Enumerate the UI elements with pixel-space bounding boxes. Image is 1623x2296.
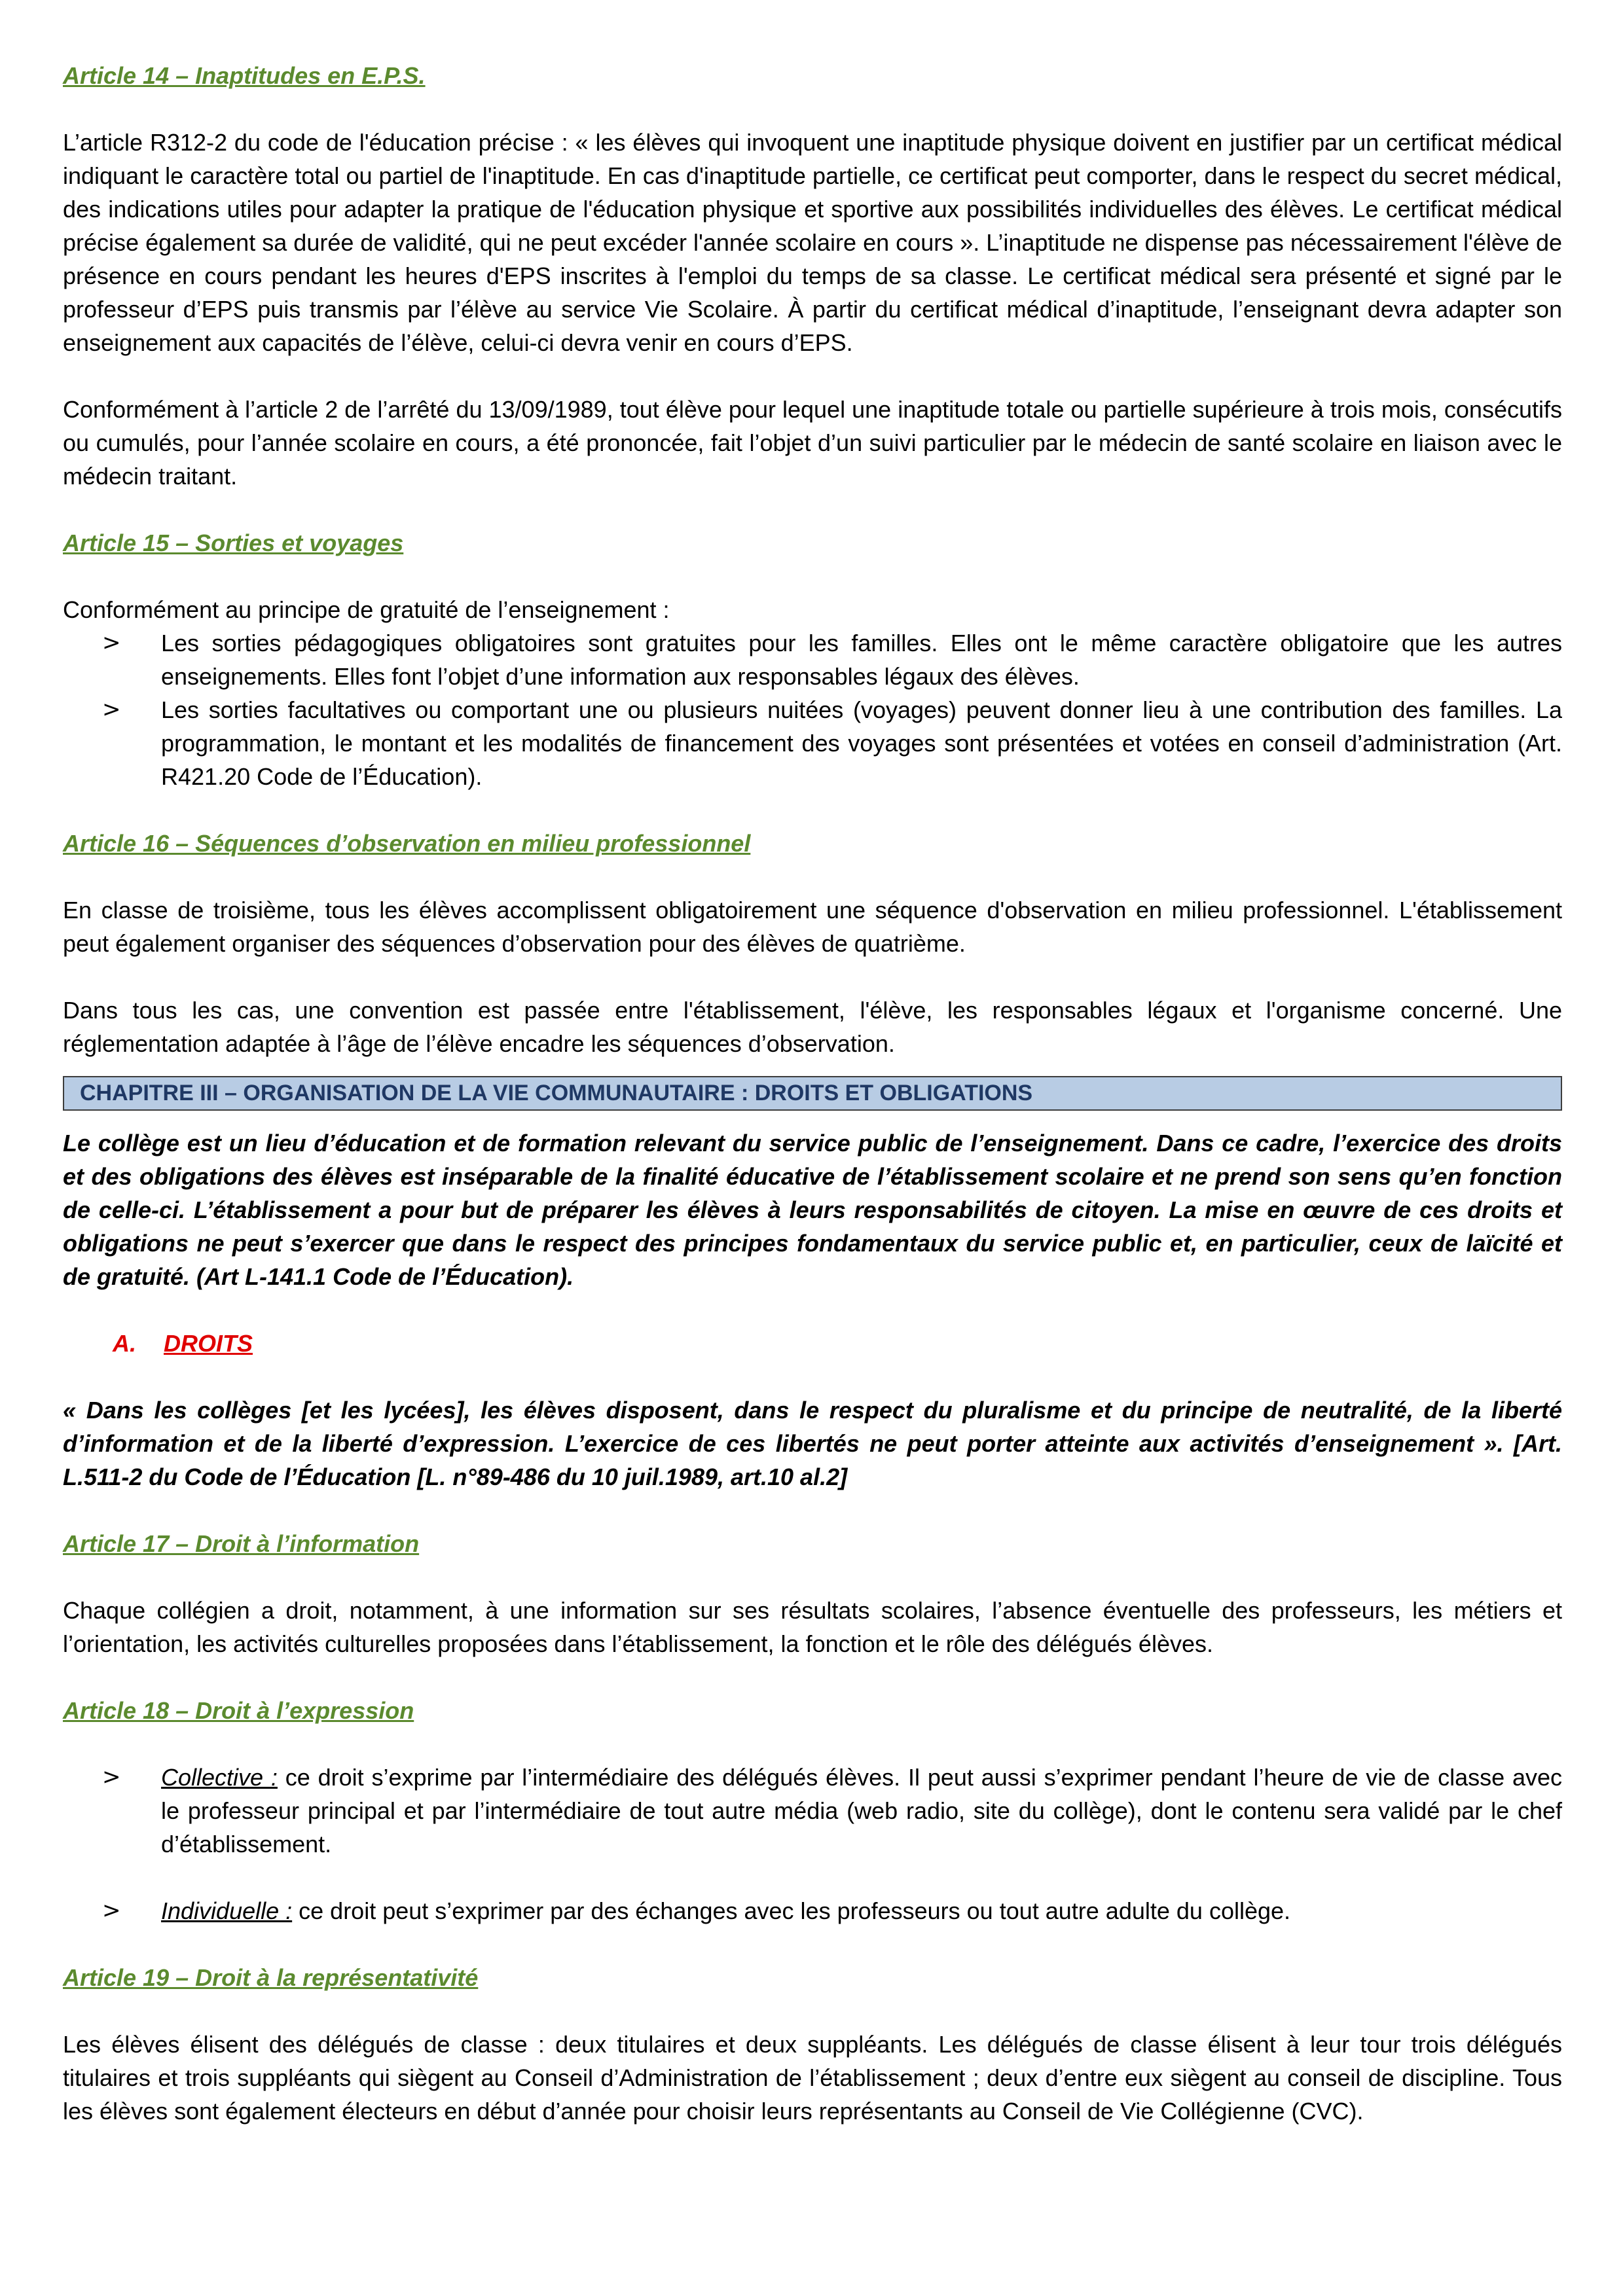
bullet-arrow-icon: >	[102, 630, 121, 656]
section-a-title: DROITS	[164, 1330, 253, 1357]
article-16-paragraph-2: Dans tous les cas, une convention est passée entre l'établissement, l'élève, les responsables légaux et l'organisme concerné. Une réglementation adaptée à l’âge de l’élève encadre les séquences d’observation.	[63, 997, 1562, 1057]
individual-label: Individuelle :	[161, 1897, 293, 1924]
chapter-3-title: CHAPITRE III – ORGANISATION DE LA VIE COMMUNAUTAIRE : DROITS ET OBLIGATIONS	[80, 1081, 1033, 1105]
section-a-quote: « Dans les collèges [et les lycées], les élèves disposent, dans le respect du pluralisme et du principe de neutralité, de la liberté d’information et de la liberté d’expression. L’exercice de ces libertés ne peut porter atteinte aux activités d’enseignement ». [Art. L.511-2 du Code de l’Éducation [L. n°89-486 du 10 juil.1989, art.10 al.2]	[63, 1397, 1562, 1490]
list-item	[63, 693, 1562, 793]
article-14-paragraph-1: L’article R312-2 du code de l'éducation précise : « les élèves qui invoquent une inaptitude physique doivent en justifier par un certificat médical indiquant le caractère total ou partiel de l'inaptitude. En cas d'inaptitude partielle, ce certificat peut comporter, dans le respect du secret médical, des indications utiles pour adapter la pratique de l'éducation physique et sportive aux possibilités individuelles des élèves. Le certificat médical précise également sa durée de validité, qui ne peut excéder l'année scolaire en cours ». L’inaptitude ne dispense pas nécessairement l'élève de présence en cours pendant les heures d'EPS inscrites à l'emploi du temps de sa classe. Le certificat médical sera présenté et signé par le professeur d’EPS puis transmis par l’élève au service Vie Scolaire. À partir du certificat médical d’inaptitude, l’enseignant devra adapter son enseignement aux capacités de l’élève, celui-ci devra venir en cours d’EPS.	[63, 129, 1562, 356]
individual-text: ce droit peut s’exprimer par des échanges avec les professeurs ou tout autre adulte du collège.	[292, 1897, 1291, 1924]
article-14-heading: Article 14 – Inaptitudes en E.P.S.	[63, 62, 426, 89]
article-14-paragraph-2: Conformément à l’article 2 de l’arrêté du 13/09/1989, tout élève pour lequel une inaptitude totale ou partielle supérieure à trois mois, consécutifs ou cumulés, pour l’année scolaire en cours, a été prononcée, fait l’objet d’un suivi particulier par le médecin de santé scolaire en liaison avec le médecin traitant.	[63, 396, 1562, 490]
chapter-3-intro: Le collège est un lieu d’éducation et de formation relevant du service public de l’enseignement. Dans ce cadre, l’exercice des droits et des obligations des élèves est inséparable de la finalité éducative de l’établissement scolaire et ne prend son sens qu’en fonction de celle-ci. L’établissement a pour but de préparer les élèves à leurs responsabilités de citoyen. La mise en œuvre de ces droits et obligations ne peut s’exercer que dans le respect des principes fondamentaux du service public et, en particulier, ceux de laïcité et de gratuité. (Art L-141.1 Code de l’Éducation).	[63, 1130, 1562, 1290]
list-item	[63, 1894, 1562, 1928]
section-a-letter: A.	[113, 1330, 136, 1357]
list-item-text: Les sorties pédagogiques obligatoires sont gratuites pour les familles. Elles ont le même caractère obligatoire que les autres enseignements. Elles font l’objet d’une information aux responsables légaux des élèves.	[161, 630, 1562, 690]
list-item	[63, 626, 1562, 693]
article-15-list	[63, 626, 1562, 793]
bullet-arrow-icon: >	[102, 1897, 121, 1924]
collective-label: Collective :	[161, 1764, 278, 1791]
chapter-3-banner	[63, 1076, 1562, 1111]
list-item	[63, 1761, 1562, 1861]
bullet-arrow-icon: >	[102, 696, 121, 723]
article-15-heading: Article 15 – Sorties et voyages	[63, 529, 404, 556]
article-18-list	[63, 1761, 1562, 1861]
article-19-heading: Article 19 – Droit à la représentativité	[63, 1964, 479, 1991]
article-17-paragraph-1: Chaque collégien a droit, notamment, à une information sur ses résultats scolaires, l’absence éventuelle des professeurs, les métiers et l’orientation, les activités culturelles proposées dans l’établissement, la fonction et le rôle des délégués élèves.	[63, 1597, 1562, 1657]
collective-text: ce droit s’exprime par l’intermédiaire des délégués élèves. Il peut aussi s’exprimer pendant l’heure de vie de classe avec le professeur principal et par l’intermédiaire de tout autre média (web radio, site du collège), dont le contenu sera validé par le chef d’établissement.	[161, 1764, 1562, 1857]
document-page	[63, 59, 1562, 2128]
article-15-intro: Conformément au principe de gratuité de l’enseignement :	[63, 596, 670, 623]
bullet-arrow-icon: >	[102, 1764, 121, 1790]
article-17-heading: Article 17 – Droit à l’information	[63, 1530, 420, 1557]
section-a-heading	[63, 1327, 1562, 1360]
article-19-paragraph-1: Les élèves élisent des délégués de classe : deux titulaires et deux suppléants. Les délégués de classe élisent à leur tour trois délégués titulaires et trois suppléants qui siègent au Conseil d’Administration de l’établissement ; deux d’entre eux siègent au conseil de discipline. Tous les élèves sont également électeurs en début d’année pour choisir leurs représentants au Conseil de Vie Collégienne (CVC).	[63, 2031, 1562, 2125]
article-18-heading: Article 18 – Droit à l’expression	[63, 1697, 414, 1724]
list-item-text: Les sorties facultatives ou comportant une ou plusieurs nuitées (voyages) peuvent donner lieu à une contribution des familles. La programmation, le montant et les modalités de financement des voyages sont présentées et votées en conseil d’administration (Art. R421.20 Code de l’Éducation).	[161, 696, 1562, 790]
article-16-heading: Article 16 – Séquences d’observation en milieu professionnel	[63, 830, 751, 857]
article-18-list-2	[63, 1894, 1562, 1928]
article-16-paragraph-1: En classe de troisième, tous les élèves accomplissent obligatoirement une séquence d'observation en milieu professionnel. L'établissement peut également organiser des séquences d’observation pour des élèves de quatrième.	[63, 897, 1562, 957]
